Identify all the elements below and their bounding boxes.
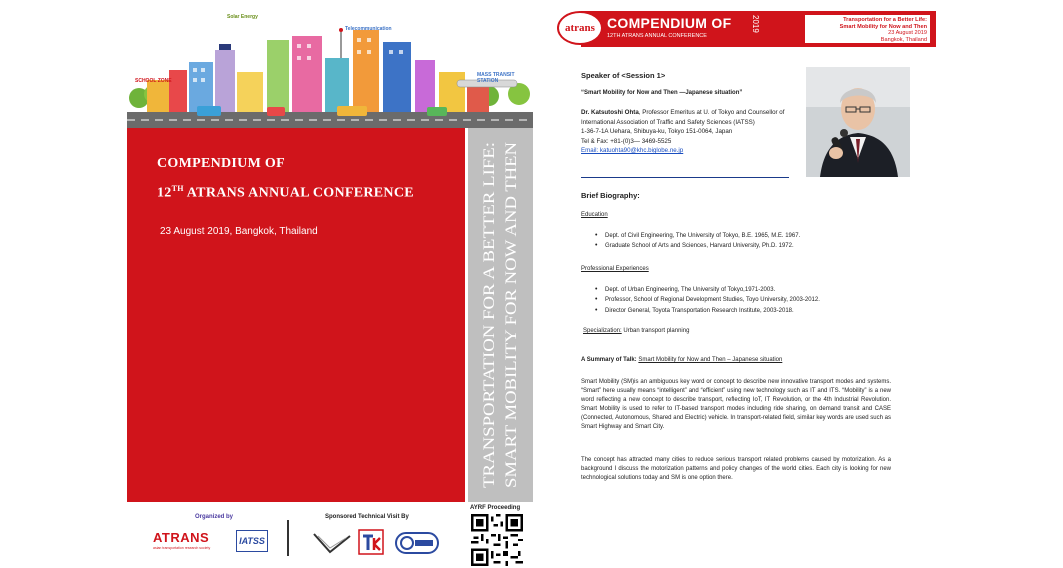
cover-date: 23 August 2019, Bangkok, Thailand (160, 226, 318, 237)
vertical-theme-text (476, 138, 536, 492)
vertical-theme-svg (476, 138, 536, 492)
atrans-logo: ATRANS (153, 530, 210, 545)
atrans-logo-subtext: asian transportation research society (153, 546, 211, 550)
header-title: COMPENDIUM OF (607, 15, 732, 31)
speaker-tel: Tel & Fax: +81-(0)3— 3469-5525 (581, 137, 672, 145)
header-location: Bangkok, Thailand (880, 36, 927, 43)
cover-title-sup: TH (171, 184, 184, 193)
telecom-label: Telecommunication (345, 26, 392, 32)
tk-logo-icon (357, 528, 385, 556)
solar-energy-label: Solar Energy (227, 14, 258, 20)
atrans-header-logo: atrans (557, 11, 603, 45)
cover-red-panel (127, 128, 465, 502)
header-date: 23 August 2019 (888, 30, 927, 37)
sponsored-by-label: Sponsored Technical Visit By (325, 514, 409, 520)
vertical-line1: TRANSPORTATION FOR A BETTER LIFE: (481, 202, 498, 488)
summary-title: Smart Mobility for Now and Then – Japanese situation (638, 357, 783, 363)
iatss-logo: IATSS (236, 530, 268, 552)
speaker-name-role (581, 108, 791, 127)
speaker-address: 1-36-7-1A Uehara, Shibuya-ku, Tokyo 151-0064, Japan (581, 128, 733, 136)
cover-title-number: 12 (157, 185, 172, 201)
list-item: • Graduate School of Arts and Sciences, Harvard University, Ph.D. 1972. (595, 241, 800, 251)
footer-divider (287, 520, 289, 556)
honda-logo-icon (310, 530, 354, 556)
summary-paragraph-1: Smart Mobility (SM)is an ambiguous key word or concept to describe new innovative transport modes and systems. “Smart” here usually means “intelligent” and “efficient” using new technology such as IT and ITS. “Mobility” is a new word reflecting a new concept to describe transport, reflecting IoT, IT Revolution, or the 4th Industrial Revolution. Smart Mobility is used to refer to IT-based transport modes including ride sharing, on demand transit and CASE (Connected, Autonomous, Shared and Electric) vehicle. In transport-related field, similar key words are used such as Smart Highway and Smart City. (581, 379, 891, 430)
speaker-info (581, 108, 791, 156)
header-year (751, 13, 761, 45)
list-item: • Dept. of Urban Engineering, The University of Tokyo,1971-2003. (595, 285, 820, 295)
cover-grey-panel (465, 128, 533, 502)
cover-title-line1: COMPENDIUM OF (157, 156, 285, 171)
list-item: • Dept. of Civil Engineering, The University of Tokyo, B.E. 1965, M.E. 1967. (595, 231, 800, 241)
header-subtitle: 12TH ATRANS ANNUAL CONFERENCE (607, 33, 707, 39)
cover-page (127, 0, 533, 568)
city-illustration (127, 10, 533, 128)
header-theme-line1: Transportation for a Better Life: (843, 17, 927, 23)
summary-paragraph-2: The concept has attracted many cities to reduce serious transport related problems caused by motorization. As a background I discuss the motorization patterns and policy changes of the world cities. Each city is looking for new technological solutions today and SM is one option there. (581, 457, 891, 481)
school-zone-label: SCHOOL ZONE (135, 78, 172, 84)
education-label (581, 212, 608, 218)
organized-by-label: Organized by (195, 514, 234, 520)
header-theme-line2: Smart Mobility for Now and Then (839, 23, 927, 30)
page-header-bar (581, 11, 936, 47)
specialization (583, 328, 689, 334)
speaker-info-rule (581, 177, 789, 178)
cover-footer (127, 502, 533, 568)
vertical-line2: SMART MOBILITY FOR NOW AND THEN (503, 200, 520, 488)
list-item: • Professor, School of Regional Development Studies, Toyo University, 2003-2012. (595, 295, 820, 305)
speaker-page (553, 0, 936, 568)
speaker-email-link[interactable]: Email: katuohta90@khc.biglobe.ne.jp (581, 147, 684, 155)
list-item: • Director General, Toyota Transportation Research Institute, 2003-2018. (595, 306, 820, 316)
tpro-logo-icon (395, 532, 439, 554)
specialization-label: Specialization: (583, 328, 622, 334)
qr-code-icon[interactable] (471, 514, 523, 566)
city-skyline-image (127, 10, 533, 128)
header-year-text: 2019 (751, 15, 760, 33)
summary-heading (581, 357, 782, 363)
speaker-role: , Professor Emeritus at U. of Tokyo and Counsellor of International Association of Traffic and Safety Sciences (IATSS) (581, 109, 785, 126)
speaker-name: Dr. Katsutoshi Ohta (581, 109, 639, 116)
cover-title-rest: ATRANS ANNUAL CONFERENCE (183, 185, 414, 201)
education-list (595, 231, 800, 252)
experience-label-text: Professional Experiences (581, 266, 649, 272)
mass-transit-label: MASS TRANSIT STATION (477, 72, 515, 84)
education-label-text: Education (581, 212, 608, 218)
experience-list (595, 285, 820, 316)
speaker-heading: Speaker of <Session 1> (581, 71, 666, 80)
biography-heading: Brief Biography: (581, 191, 640, 200)
talk-title: “Smart Mobility for Now and Then —Japanese situation” (581, 90, 743, 96)
cover-title-line2 (157, 184, 414, 202)
header-theme-box (805, 15, 930, 43)
summary-label: A Summary of Talk: (581, 357, 639, 363)
experience-label (581, 266, 649, 272)
speaker-photo (806, 67, 910, 177)
specialization-value: Urban transport planning (621, 328, 690, 334)
ayrf-proceeding-label: AYRF Proceeding (470, 505, 521, 511)
